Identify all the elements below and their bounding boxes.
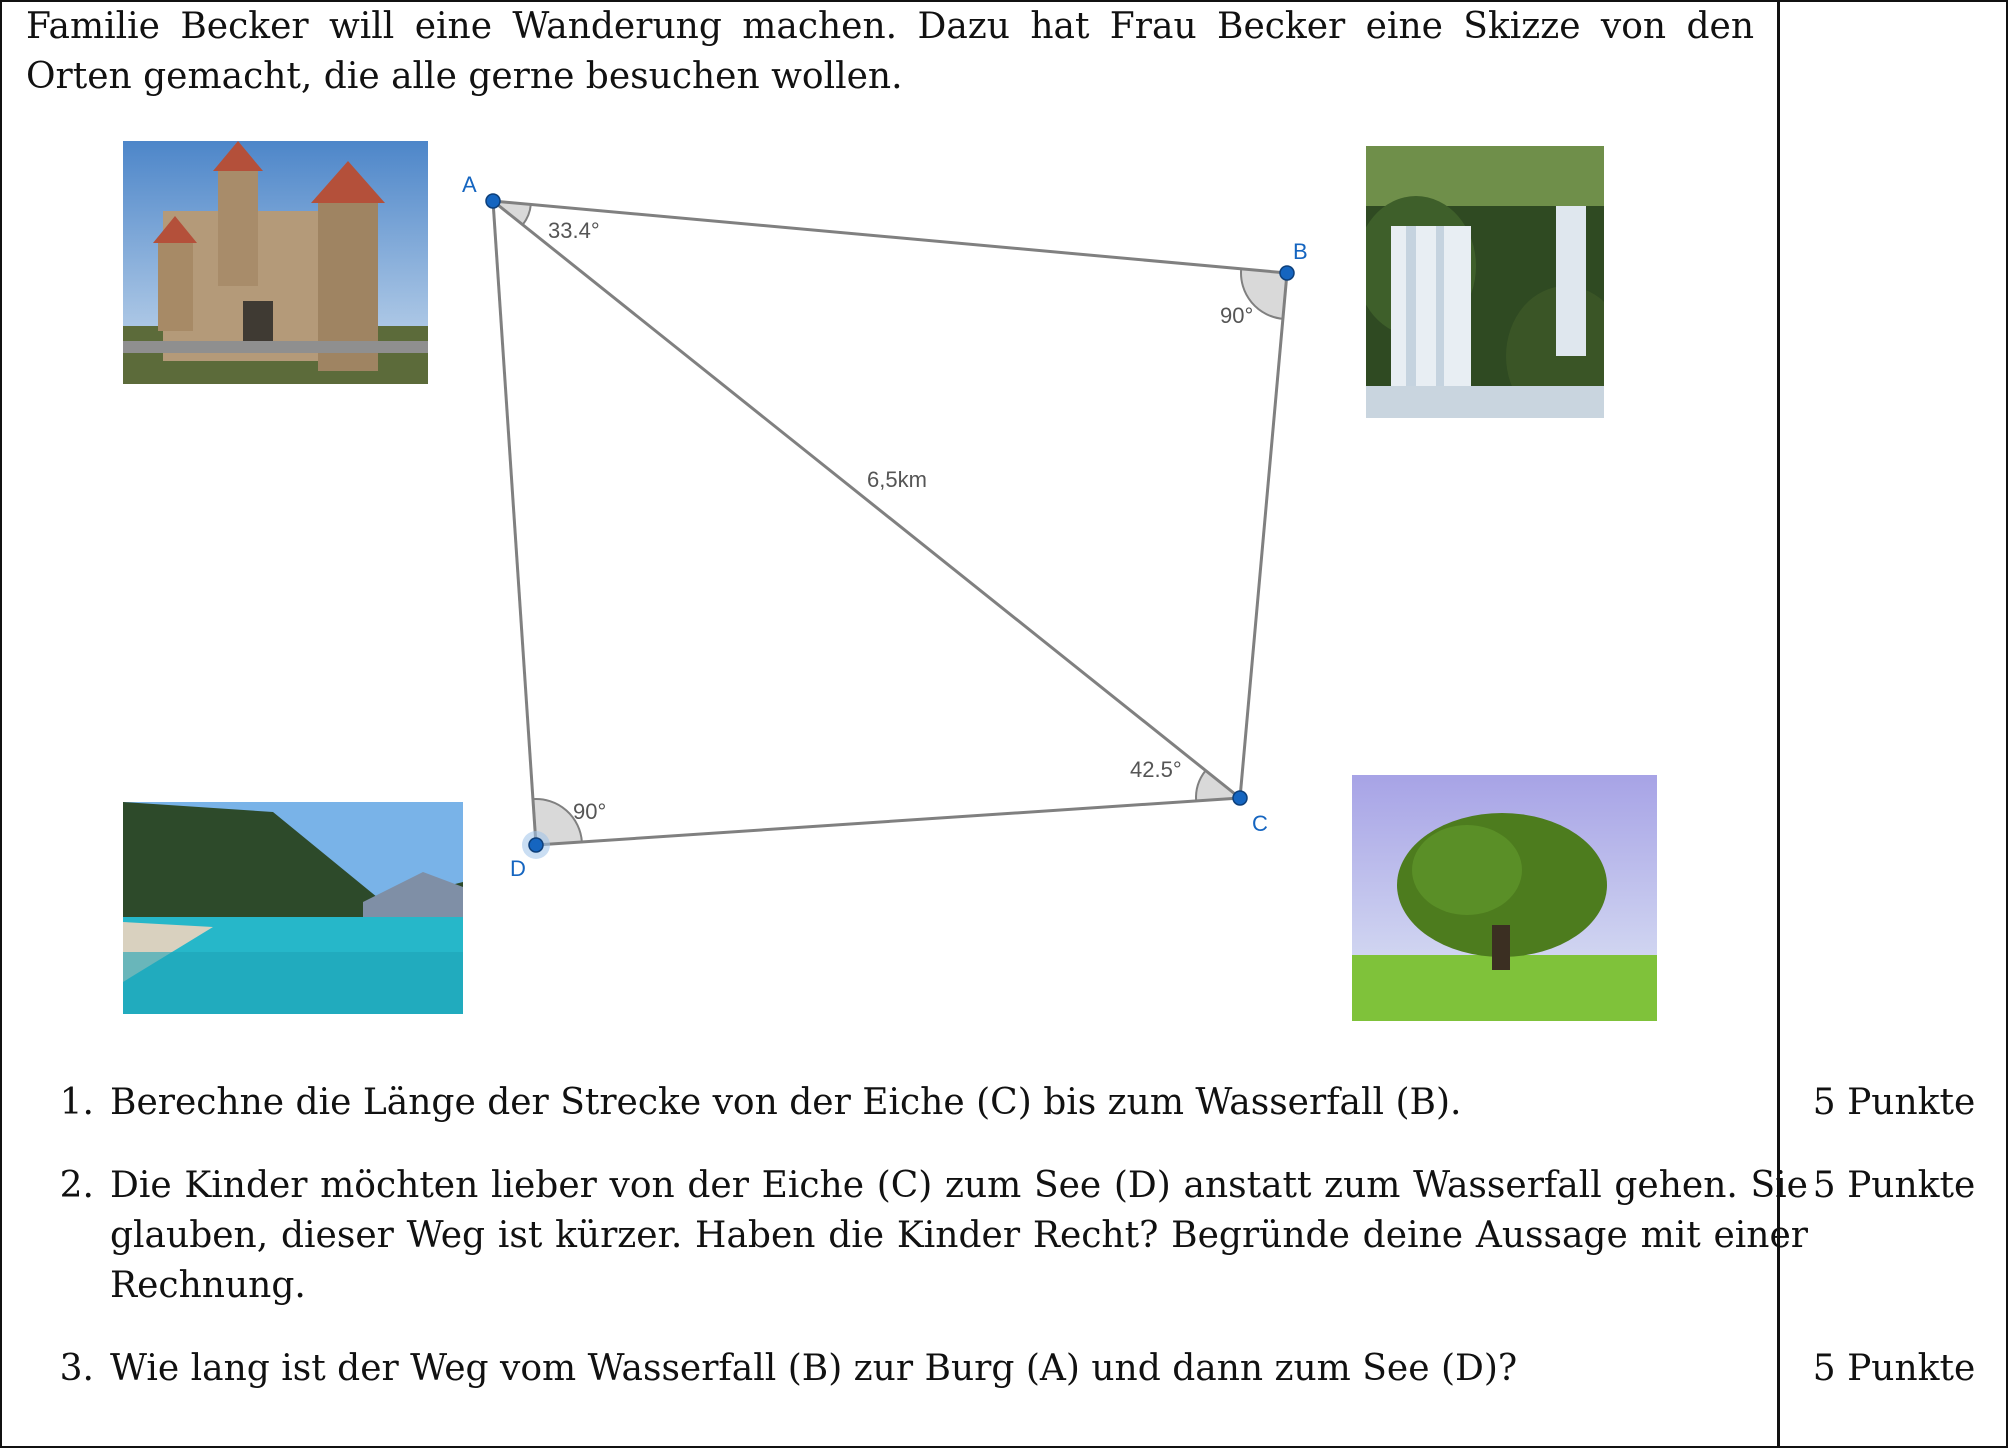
task-text: Die Kinder möchten lieber von der Eiche (C) zum See (D) anstatt zum Wasserfall gehen. Sie glauben, dieser Weg ist kürzer. Haben die Kinder Recht? Begründe deine Aussage mit einer Rechnung. [110, 1165, 1808, 1306]
task-2-points: 5 Punkte [1812, 1165, 1976, 1206]
point-b [1280, 266, 1294, 280]
diagonal-length-label: 6,5km [867, 467, 927, 492]
point-label-b: B [1293, 239, 1308, 264]
diagonal-ac [493, 201, 1240, 798]
edge-da [493, 201, 536, 845]
angle-label-a: 33.4° [548, 218, 600, 243]
task-number: 3. [59, 1348, 94, 1389]
edge-ab [493, 201, 1287, 273]
task-number: 2. [59, 1165, 94, 1206]
point-c [1233, 791, 1247, 805]
sketch-svg [440, 150, 1670, 900]
task-number: 1. [59, 1082, 94, 1123]
point-label-a: A [462, 172, 477, 197]
angle-label-b: 90° [1220, 303, 1254, 328]
angle-label-d: 90° [573, 799, 607, 824]
angle-label-c: 42.5° [1130, 757, 1182, 782]
task-3-points: 5 Punkte [1812, 1348, 1976, 1389]
castle-photo [123, 141, 428, 384]
task-text: Wie lang ist der Weg vom Wasserfall (B) zur Burg (A) und dann zum See (D)? [110, 1348, 1518, 1389]
point-d [529, 838, 543, 852]
quadrilateral-sketch [440, 150, 1670, 900]
lake-photo [123, 802, 463, 1014]
point-label-c: C [1252, 811, 1268, 836]
intro-text: Familie Becker will eine Wanderung machen. Dazu hat Frau Becker eine Skizze von den Orten gemacht, die alle gerne besuchen wollen. [26, 6, 1754, 97]
edge-bc [1240, 273, 1287, 798]
task-text: Berechne die Länge der Strecke von der Eiche (C) bis zum Wasserfall (B). [110, 1082, 1462, 1123]
task-1-points: 5 Punkte [1812, 1082, 1976, 1123]
edge-cd [536, 798, 1240, 845]
point-a [486, 194, 500, 208]
point-label-d: D [510, 856, 526, 881]
